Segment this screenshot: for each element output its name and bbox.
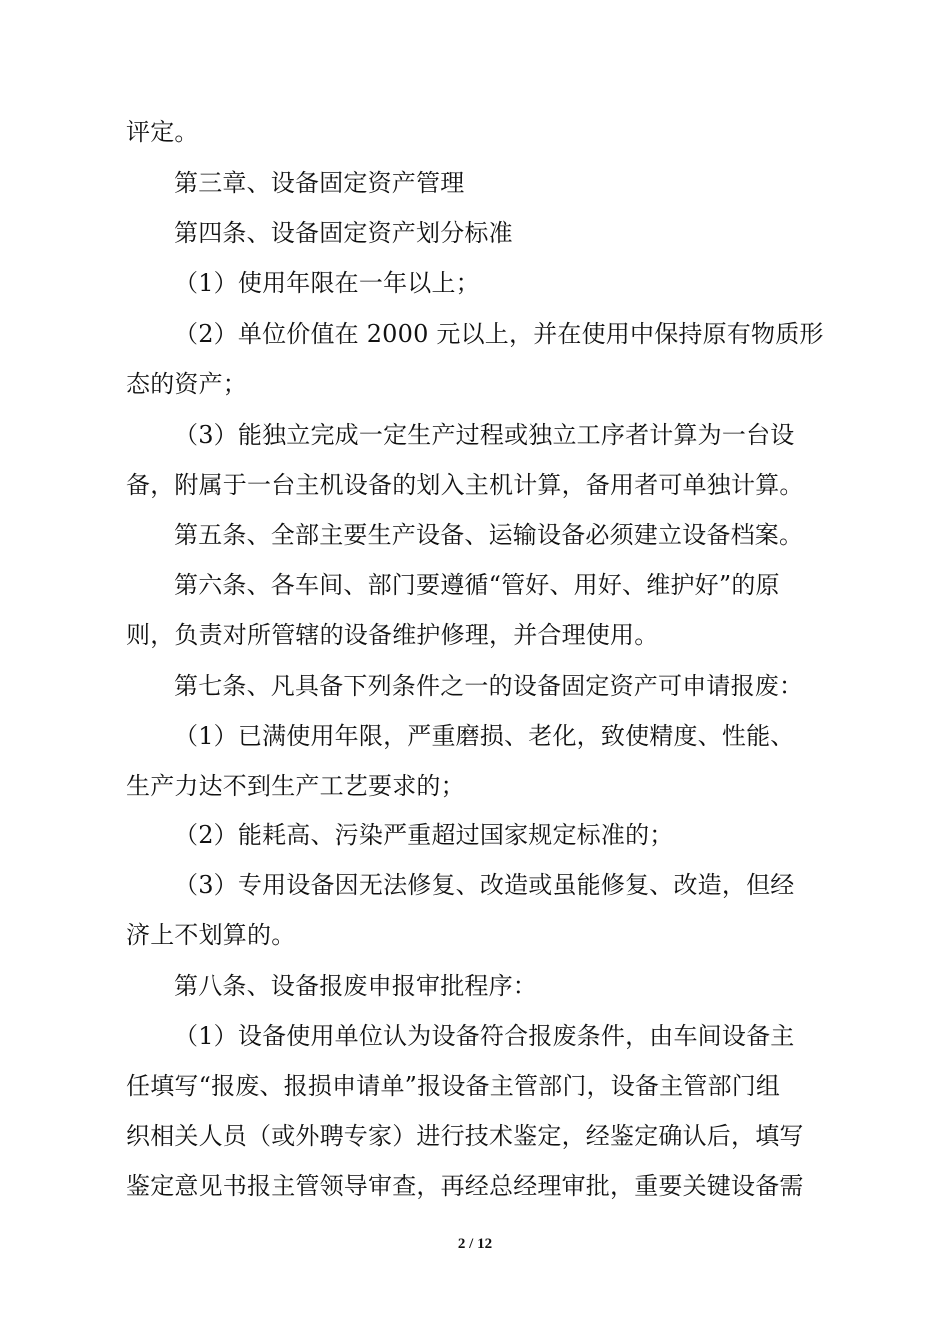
article-paragraph: 第五条、全部主要生产设备、运输设备必须建立设备档案。 [174, 521, 804, 549]
article-paragraph: 第六条、各车间、部门要遵循“管好、用好、维护好”的原 [174, 571, 780, 599]
list-item: （2）能耗高、污染严重超过国家规定标准的； [174, 821, 674, 849]
paragraph-line: 生产力达不到生产工艺要求的； [126, 772, 465, 800]
list-item: （2）单位价值在 2000 元以上，并在使用中保持原有物质形 [174, 320, 824, 348]
paragraph-line: 织相关人员（或外聘专家）进行技术鉴定，经鉴定确认后，填写 [126, 1122, 804, 1150]
list-item: （1）设备使用单位认为设备符合报废条件，由车间设备主 [174, 1022, 795, 1050]
list-item: （1）已满使用年限，严重磨损、老化，致使精度、性能、 [174, 722, 795, 750]
list-item: （3）专用设备因无法修复、改造或虽能修复、改造，但经 [174, 871, 795, 899]
article-heading: 第四条、设备固定资产划分标准 [174, 219, 513, 247]
paragraph-line: 济上不划算的。 [126, 921, 296, 949]
article-paragraph: 第七条、凡具备下列条件之一的设备固定资产可申请报废： [174, 672, 804, 700]
paragraph-line: 鉴定意见书报主管领导审查，再经总经理审批，重要关键设备需 [126, 1172, 804, 1200]
list-item: （3）能独立完成一定生产过程或独立工序者计算为一台设 [174, 421, 795, 449]
page-number: 2 / 12 [457, 1236, 493, 1252]
paragraph-line: 备，附属于一台主机设备的划入主机计算，备用者可单独计算。 [126, 471, 804, 499]
paragraph-line: 评定。 [126, 118, 199, 146]
paragraph-line: 态的资产； [126, 370, 247, 398]
paragraph-line: 任填写“报废、报损申请单”报设备主管部门，设备主管部门组 [126, 1072, 781, 1100]
paragraph-line: 则，负责对所管辖的设备维护修理，并合理使用。 [126, 621, 659, 649]
list-item: （1）使用年限在一年以上； [174, 269, 480, 297]
chapter-heading: 第三章、设备固定资产管理 [174, 169, 465, 197]
article-heading: 第八条、设备报废申报审批程序： [174, 972, 537, 1000]
